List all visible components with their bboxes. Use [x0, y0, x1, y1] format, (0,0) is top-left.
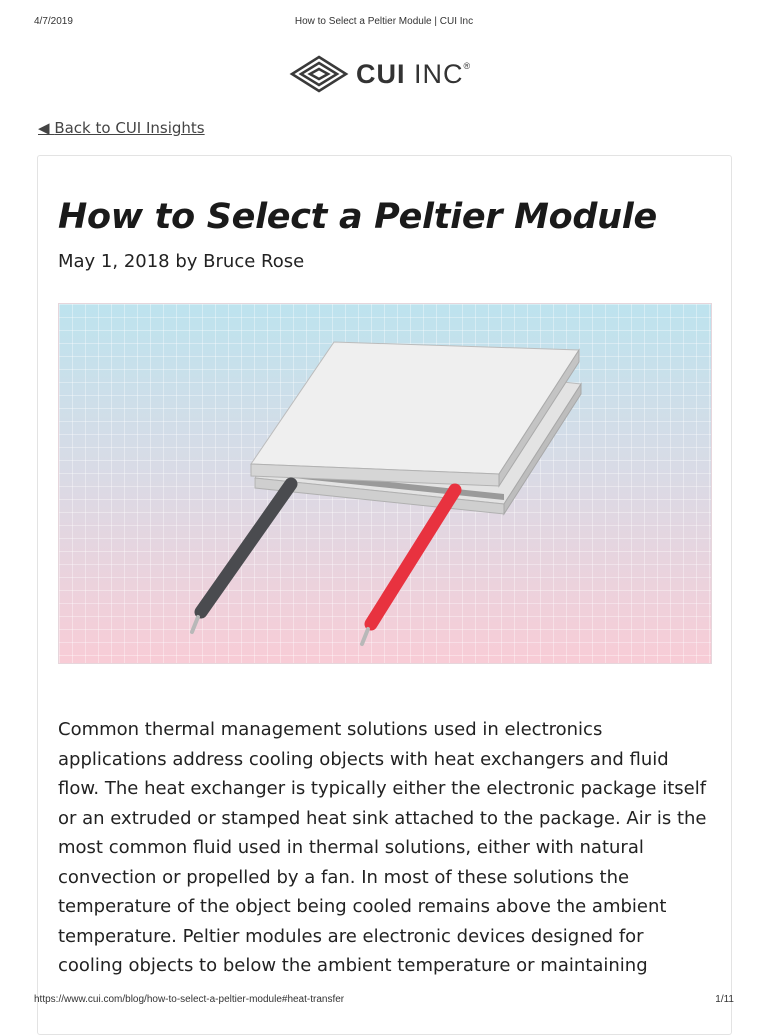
- print-page-title: How to Select a Peltier Module | CUI Inc: [294, 16, 474, 27]
- print-page-number: 1/11: [715, 994, 734, 1005]
- peltier-module-illustration: [59, 304, 711, 663]
- post-byline: May 1, 2018 by Bruce Rose: [58, 251, 305, 272]
- article-body-paragraph: Common thermal management solutions used in electronics applications address cooling objects with heat exchangers and fluid flow. The heat exchanger is typically either the electronic package itself or an extruded or stamped heat sink attached to the package. Air is the most common fluid used in thermal solutions, either with natural convection or propelled by a fan. In most of these solutions the temperature of the object being cooled remains above the ambient temperature. Peltier modules are electronic devices designed for cooling objects to below the ambient temperature or maintaining: [58, 719, 707, 976]
- post-title: How to Select a Peltier Module: [58, 197, 657, 237]
- cui-logo[interactable]: [288, 52, 488, 96]
- cui-layered-diamond-icon: [288, 54, 350, 94]
- back-to-insights-link[interactable]: [38, 119, 205, 137]
- back-link-label: Back to CUI Insights: [54, 119, 205, 137]
- cui-wordmark: CUI INC®: [356, 58, 472, 89]
- left-arrow-icon: ◀: [38, 119, 50, 137]
- print-url: https://www.cui.com/blog/how-to-select-a-peltier-module#heat-transfer: [34, 994, 345, 1005]
- hero-image: [58, 303, 712, 664]
- print-header: [0, 16, 768, 30]
- print-date: 4/7/2019: [34, 16, 73, 27]
- print-footer: [0, 994, 768, 1008]
